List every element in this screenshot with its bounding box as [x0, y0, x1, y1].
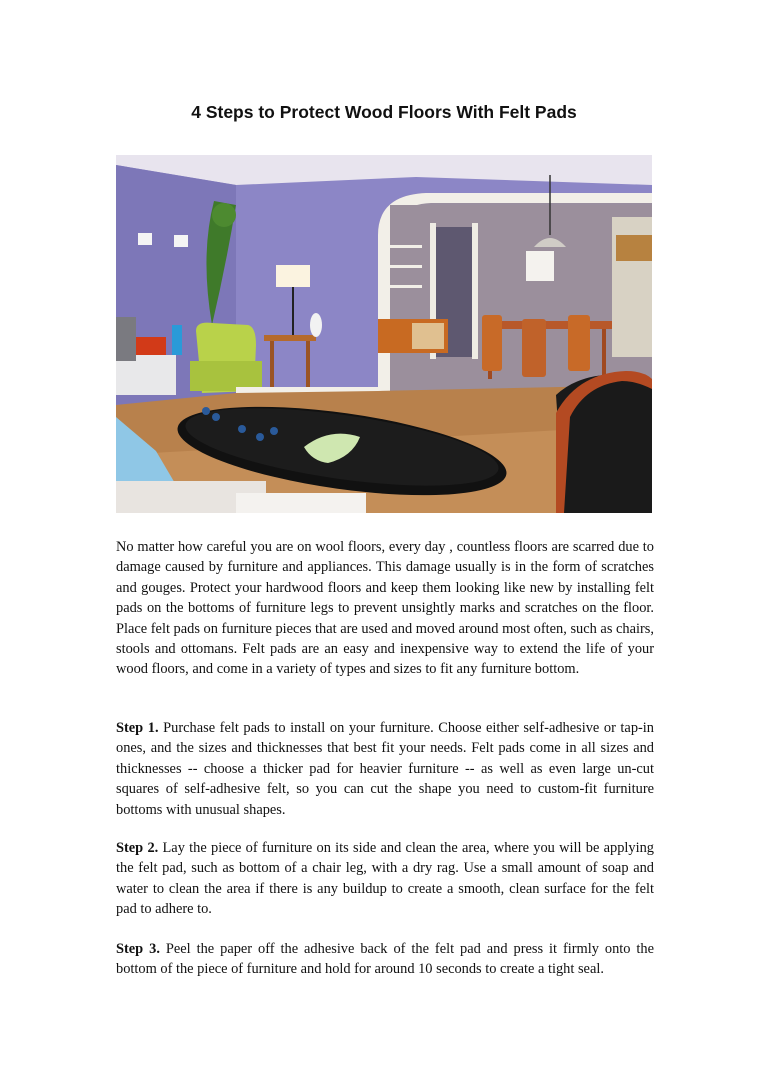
document-title: 4 Steps to Protect Wood Floors With Felt Pads [191, 102, 577, 122]
step-2-label: Step 2. [116, 840, 159, 856]
step-3-text: Peel the paper off the adhesive back of the felt pad and press it firmly onto the bottom of the piece of furniture and hold for around 10 seconds to create a tight seal. [116, 941, 655, 978]
step-1-label: Step 1. [116, 720, 159, 736]
step-2-paragraph [116, 838, 654, 920]
step-1-paragraph [116, 718, 654, 820]
step-2-text: Lay the piece of furniture on its side and clean the area, where you will be applying the felt pad, such as bottom of a chair leg, with a dry rag. Use a small amount of soap and water to clean the area if there is any buildup to create a smooth, clean surface for the felt pad to adhere to. [116, 840, 654, 918]
step-1-text: Purchase felt pads to install on your furniture. Choose either self-adhesive or tap-in ones, and the sizes and thicknesses that best fit your needs. Felt pads come in all sizes and thicknesses -- choose a thicker pad for heavier furniture -- as well as even large un-cut squares of self-adhesive felt, so you can cut the shape you need to custom-fit furniture bottoms with unusual shapes. [116, 720, 654, 818]
living-room-photo [116, 155, 652, 513]
step-3-label: Step 3. [116, 941, 160, 957]
intro-paragraph: No matter how careful you are on wool floors, every day , countless floors are scarred due to damage caused by furniture and appliances. This damage usually is in the form of scratches and gouges. Protect your hardwood floors and keep them looking like new by installing felt pads on the bottoms of furniture legs to prevent unsightly marks and scratches on the floor. Place felt pads on furniture pieces that are used and moved around most often, such as chairs, stools and ottomans. Felt pads are an easy and inexpensive way to extend the life of your wood floors, and come in a variety of types and sizes to fit any furniture bottom. [116, 539, 654, 678]
step-3-paragraph [116, 939, 654, 980]
